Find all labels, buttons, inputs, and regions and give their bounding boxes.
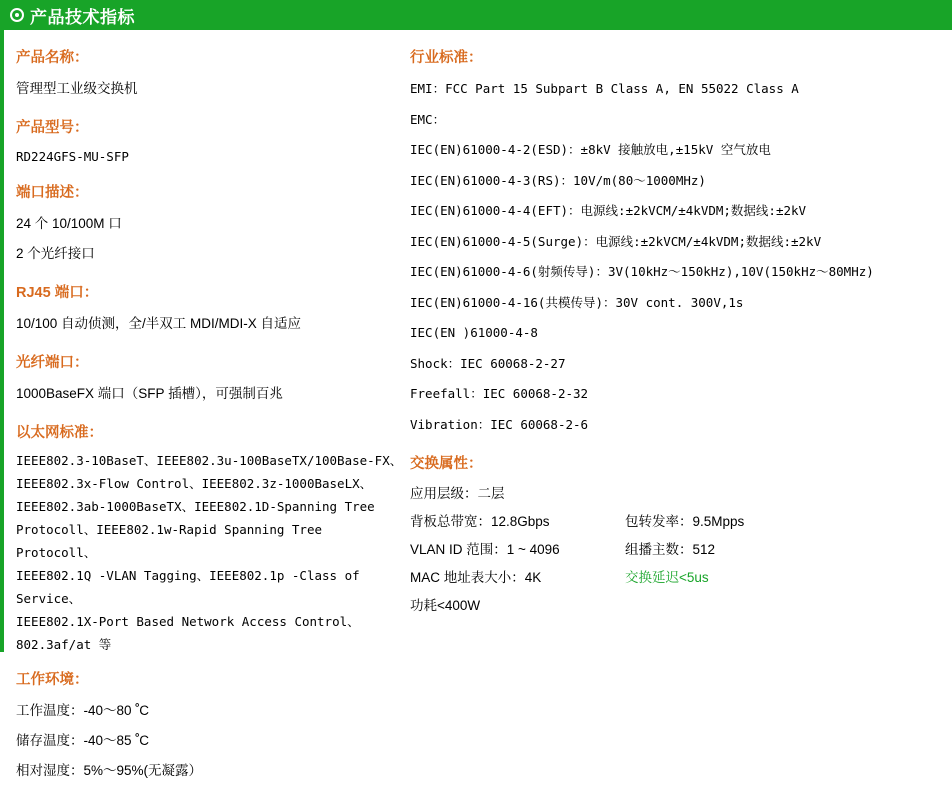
section-fiber-port xyxy=(16,353,406,409)
page-title: 产品技术指标 xyxy=(30,7,135,27)
attribute-row xyxy=(410,508,940,536)
section-line: 相对湿度：5%～95%(无凝露） xyxy=(16,763,203,778)
section-line: Protocoll、IEEE802.1w-Rapid Spanning Tree Protocoll、 xyxy=(16,522,322,560)
standard-line: IEC(EN)61000-4-6(射频传导)：3V(10kHz～150kHz),10V(150kHz～80MHz) xyxy=(410,264,874,279)
standard-line: IEC(EN)61000-4-5(Surge)：电源线:±2kVCM/±4kVDM;数据线:±2kV xyxy=(410,233,822,249)
section-line: IEEE802.1X-Port Based Network Access Control、 xyxy=(16,614,360,629)
section-rj45-port xyxy=(16,283,406,339)
attribute-right: 包转发率：9.5Mpps xyxy=(625,514,745,529)
section-title: 产品名称： xyxy=(16,50,89,66)
section-line: 24 个 10/100M 口 xyxy=(16,216,122,231)
section-operating-environment xyxy=(16,670,406,786)
page-header xyxy=(0,0,952,30)
standard-line: Freefall：IEC 60068-2-32 xyxy=(410,386,589,401)
section-line: 工作温度：-40～80 ﹾC xyxy=(16,703,149,718)
attribute-left: MAC 地址表大小：4K xyxy=(410,570,542,585)
section-switch-attributes xyxy=(410,454,940,620)
target-circle-icon xyxy=(10,8,24,22)
section-line: 管理型工业级交换机 xyxy=(16,81,138,96)
section-title: 产品型号： xyxy=(16,120,89,136)
section-line: 2 个光纤接口 xyxy=(16,246,95,261)
section-line: RD224GFS-MU-SFP xyxy=(16,149,129,164)
attribute-row xyxy=(410,480,940,508)
left-column xyxy=(16,30,406,800)
standard-line: IEC(EN)61000-4-4(EFT)：电源线:±2kVCM/±4kVDM;数据线:±2kV xyxy=(410,203,807,218)
attribute-row xyxy=(410,536,940,564)
section-line: IEEE802.3ab-1000BaseTX、IEEE802.1D-Spanning Tree xyxy=(16,499,375,514)
standard-line: EMC： xyxy=(410,111,446,127)
attribute-right xyxy=(625,480,905,508)
section-title: 光纤端口： xyxy=(16,355,89,371)
standard-line: IEC(EN )61000-4-8 xyxy=(410,325,538,340)
section-title: 交换属性： xyxy=(410,456,483,472)
attribute-left: 功耗<400W xyxy=(410,598,481,613)
section-industry-standards xyxy=(410,48,940,440)
section-line: 802.3af/at 等 xyxy=(16,637,112,652)
right-column xyxy=(410,30,940,634)
section-ethernet-standards xyxy=(16,423,406,656)
section-line: 10/100 自动侦测，全/半双工 MDI/MDI-X 自适应 xyxy=(16,316,302,331)
standard-line: Shock：IEC 60068-2-27 xyxy=(410,355,566,371)
standard-line: IEC(EN)61000-4-16(共模传导)：30V cont. 300V,1s xyxy=(410,294,744,310)
standard-line: IEC(EN)61000-4-2(ESD)：±8kV 接触放电,±15kV 空气放电 xyxy=(410,142,771,157)
section-product-model xyxy=(16,118,406,169)
spec-content xyxy=(0,30,952,778)
attribute-right: 组播主数：512 xyxy=(625,542,716,557)
section-port-description xyxy=(16,183,406,269)
section-line: IEEE802.1Q -VLAN Tagging、IEEE802.1p -Class of Service、 xyxy=(16,568,360,606)
section-title: 行业标准： xyxy=(410,50,483,66)
attribute-row xyxy=(410,564,940,592)
section-title: 端口描述： xyxy=(16,185,89,201)
section-title: RJ45 端口： xyxy=(16,285,99,301)
section-title: 工作环境： xyxy=(16,672,89,688)
standard-line: Vibration：IEC 60068-2-6 xyxy=(410,416,589,432)
section-title: 以太网标准： xyxy=(16,425,103,441)
attribute-right: 交换延迟<5us xyxy=(625,570,709,585)
attribute-left: 背板总带宽：12.8Gbps xyxy=(410,514,550,529)
section-line: 1000BaseFX 端口（SFP 插槽），可强制百兆 xyxy=(16,386,283,401)
section-line: IEEE802.3-10BaseT、IEEE802.3u-100BaseTX/100Base-FX、 xyxy=(16,453,403,468)
attribute-row xyxy=(410,592,940,620)
standard-line: EMI：FCC Part 15 Subpart B Class A, EN 55022 Class A xyxy=(410,81,799,96)
section-product-name xyxy=(16,48,406,104)
section-line: IEEE802.3x-Flow Control、IEEE802.3z-1000BaseLX、 xyxy=(16,476,373,491)
attribute-left: 应用层级：二层 xyxy=(410,486,505,501)
attribute-left: VLAN ID 范围：1 ~ 4096 xyxy=(410,542,560,557)
attribute-right xyxy=(625,592,905,620)
standard-line: IEC(EN)61000-4-3(RS)：10V/m(80～1000MHz) xyxy=(410,172,706,188)
section-line: 储存温度：-40～85 ﹾC xyxy=(16,733,149,748)
